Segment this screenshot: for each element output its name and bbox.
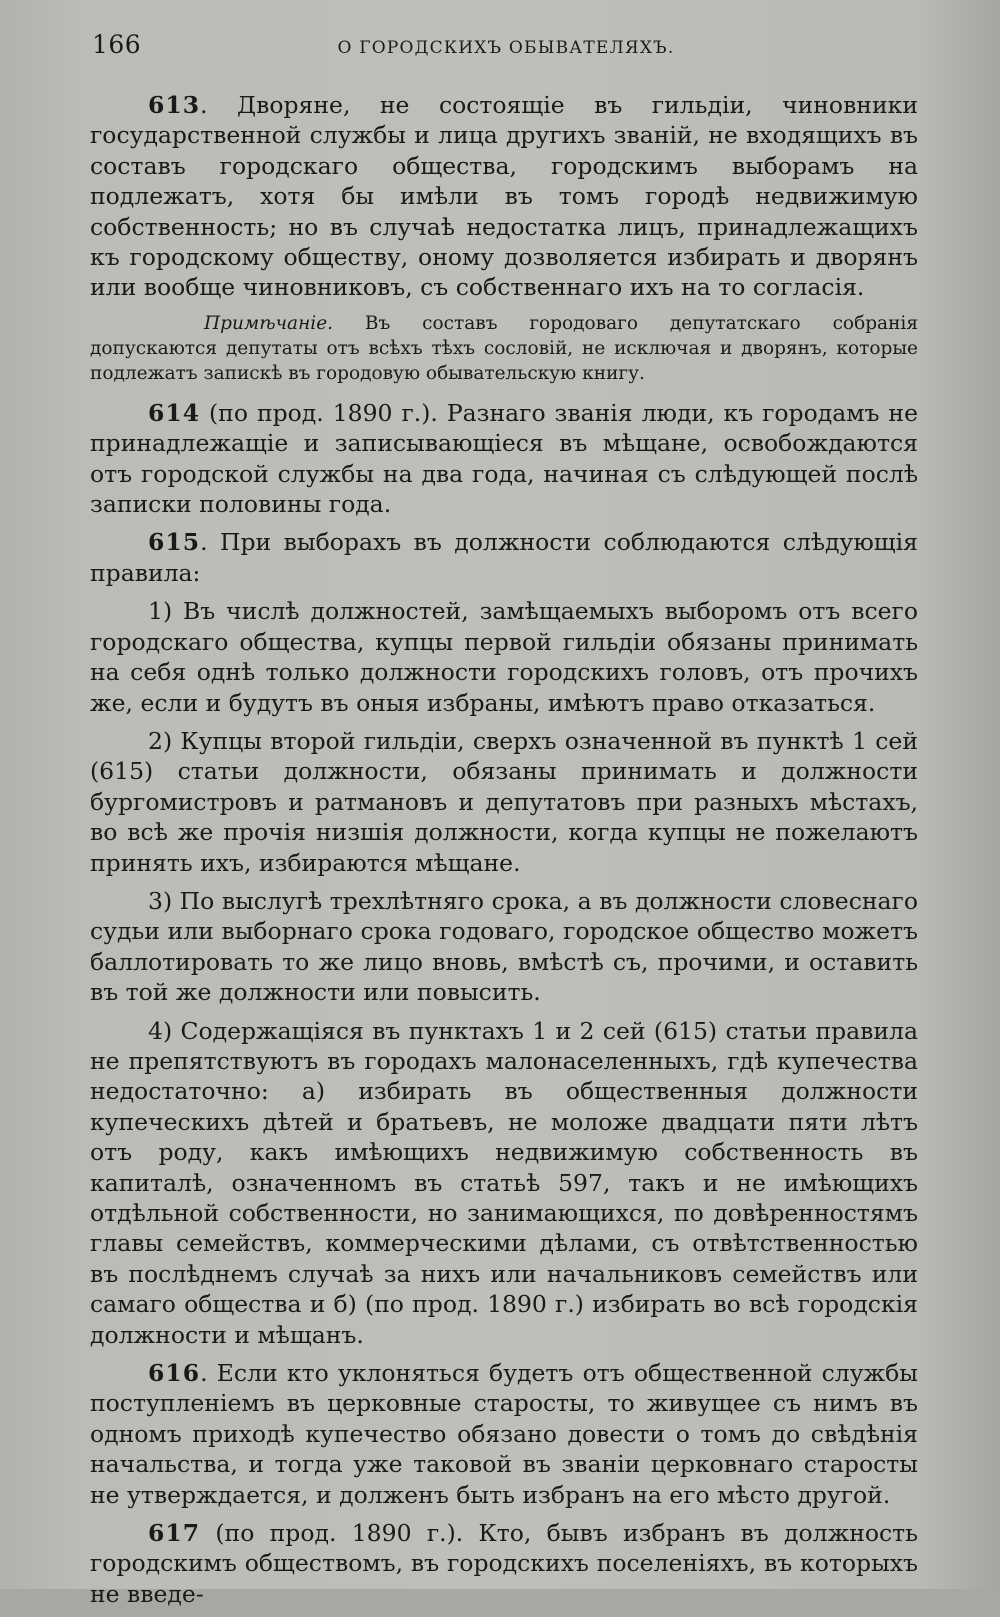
article-text: Если кто уклоняться будетъ отъ общественной службы поступленіемъ въ церковные старосты, то живущее съ нимъ въ одномъ приходѣ купечество обязано довести о томъ до свѣдѣнія начальства, и тогда уже таковой въ званіи церковнаго старосты не утверждается, и долженъ быть избранъ на его мѣсто другой.: [90, 1359, 918, 1509]
article-613: 613. Дворяне, не состоящіе въ гильдіи, чиновники государственной службы и лица другихъ званій, не входящихъ въ составъ городскаго общества, городскимъ выборамъ на подлежатъ, хотя бы имѣли въ томъ городѣ недвижимую собственность; но въ случаѣ недостатка лицъ, принадлежащихъ къ городскому обществу, оному дозволяется избирать и дворянъ или вообще чиновниковъ, съ собственнаго ихъ на то согласія.: [90, 91, 918, 302]
article-616: 616. Если кто уклоняться будетъ отъ общественной службы поступленіемъ въ церковные старосты, то живущее съ нимъ въ одномъ приходѣ купечество обязано довести о томъ до свѣдѣнія начальства, и тогда уже таковой въ званіи церковнаго старосты не утверждается, и долженъ быть избранъ на его мѣсто другой.: [90, 1359, 918, 1509]
article-613-note: [90, 311, 918, 386]
page-number: 166: [92, 30, 142, 59]
article-number: 617: [148, 1519, 201, 1548]
article-reference: (по прод. 1890 г.).: [215, 1519, 464, 1548]
note-label: Примѣчаніе.: [204, 312, 334, 334]
article-text: Кто, бывъ избранъ въ должность городскимъ обществомъ, въ городскихъ поселеніяхъ, въ которыхъ не введе-: [90, 1519, 918, 1608]
article-615-item-2: 2) Купцы второй гильдіи, сверхъ означенной въ пунктѣ 1 сей (615) статьи должности, обязаны принимать и должности бургомистровъ и ратмановъ и депутатовъ при разныхъ мѣстахъ, во всѣ же прочія низшія должности, когда купцы не пожелаютъ принять ихъ, избираются мѣщане.: [90, 726, 918, 877]
article-number: 613: [148, 91, 201, 119]
article-reference: (по прод. 1890 г.).: [209, 398, 438, 427]
article-615-item-4: 4) Содержащіяся въ пунктахъ 1 и 2 сей (615) статьи правила не препятствуютъ въ городахъ малонаселенныхъ, гдѣ купечества недостаточно: а) избирать въ общественныя должности купеческихъ дѣтей и братьевъ, не моложе двадцати пяти лѣтъ отъ роду, какъ имѣющихъ недвижимую собственность въ капиталѣ, означенномъ въ статьѣ 597, такъ и не имѣющихъ отдѣльной собственности, но занимающихся, по довѣренностямъ главы семействъ, коммерческими дѣлами, съ отвѣтственностью въ послѣднемъ случаѣ за нихъ или начальниковъ семействъ или самаго общества и б) (по прод. 1890 г.) избирать во всѣ городскія должности и мѣщанъ.: [90, 1016, 918, 1349]
running-title: О ГОРОДСКИХЪ ОБЫВАТЕЛЯХЪ.: [337, 38, 675, 58]
article-617: [90, 1518, 918, 1609]
article-615-item-3: 3) По выслугѣ трехлѣтняго срока, а въ должности словеснаго судьи или выборнаго срока годоваго, городское общество можетъ баллотировать то же лицо вновь, вмѣстѣ съ, прочими, и оставить въ той же должности или повысить.: [90, 886, 918, 1007]
note-text: Въ составъ городоваго депутатскаго собранія допускаются депутаты отъ всѣхъ тѣхъ сословій, не исключая и дворянъ, которые подлежатъ запискѣ въ городовую обывательскую книгу.: [90, 312, 918, 384]
page-body: [90, 90, 918, 1617]
article-text: Дворяне, не состоящіе въ гильдіи, чиновники государственной службы и лица другихъ званій, не входящихъ въ составъ городскаго общества, городскимъ выборамъ на подлежатъ, хотя бы имѣли въ томъ городѣ недвижимую собственность; но въ случаѣ недостатка лицъ, принадлежащихъ къ городскому обществу, оному дозволяется избирать и дворянъ или вообще чиновниковъ, съ собственнаго ихъ на то согласія.: [90, 91, 918, 302]
article-number: 615: [148, 528, 201, 557]
article-615: 615. При выборахъ въ должности соблюдаются слѣдующія правила:: [90, 528, 918, 587]
article-614: [90, 398, 918, 520]
article-text: При выборахъ въ должности соблюдаются слѣдующія правила:: [90, 528, 918, 587]
article-615-item-1: 1) Въ числѣ должностей, замѣщаемыхъ выборомъ отъ всего городскаго общества, купцы первой гильдіи обязаны принимать на себя однѣ только должности городскихъ головъ, отъ прочихъ же, если и будутъ въ оныя избраны, имѣютъ право отказаться.: [90, 597, 918, 717]
page-header: [92, 30, 920, 70]
article-number: 614: [148, 398, 201, 427]
article-text: Разнаго званія люди, къ городамъ не принадлежащіе и записывающіеся въ мѣщане, освобождаются отъ городской службы на два года, начиная съ слѣдующей послѣ записки половины года.: [90, 398, 918, 519]
article-number: 616: [148, 1359, 201, 1388]
